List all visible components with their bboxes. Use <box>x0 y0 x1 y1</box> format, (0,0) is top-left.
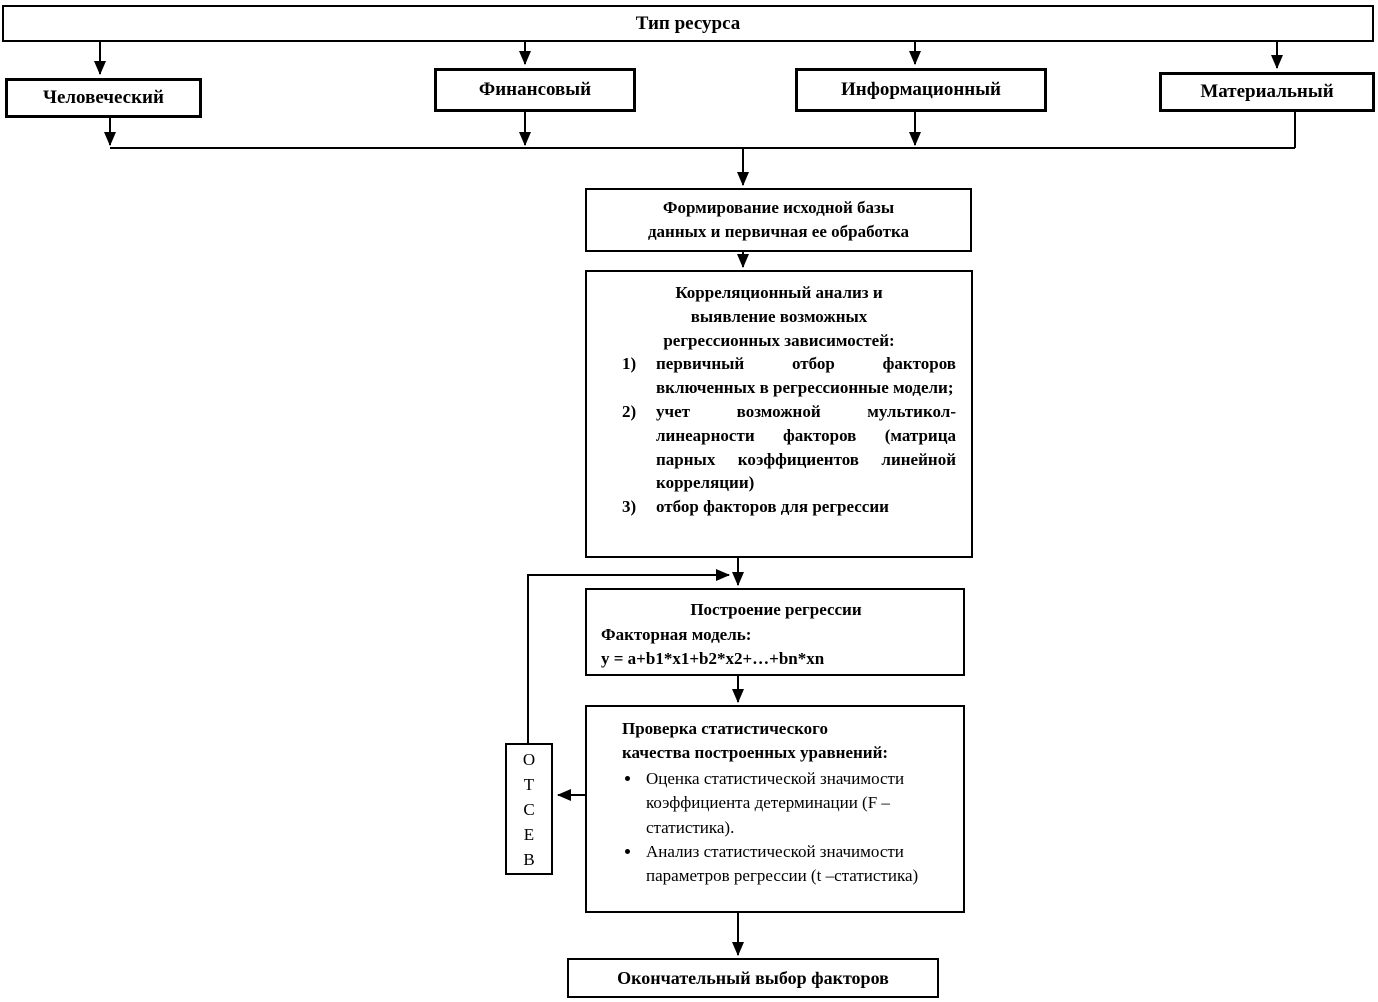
otsev-letter-1: О <box>522 749 536 769</box>
resource-label-material: Материальный <box>1200 81 1334 102</box>
correlation-heading <box>587 281 971 352</box>
check-bullet-2: • Анализ статистической значимости параметров регрессии (t –статистика) <box>642 840 943 888</box>
formation-line-1: Формирование исходной базы <box>662 198 895 218</box>
correlation-box <box>585 270 973 558</box>
regression-model-label: Факторная модель: <box>601 624 752 644</box>
regression-formula: y = a+b1*x1+b2*x2+…+bn*xn <box>601 649 825 669</box>
check-heading <box>587 717 947 765</box>
resource-label-human: Человеческий <box>43 87 164 108</box>
otsev-letter-3: С <box>523 799 535 819</box>
numbered-item-3-text: отбор факторов для регрессии <box>656 497 889 517</box>
otsev-box <box>505 743 553 875</box>
check-list <box>642 767 943 888</box>
numbered-item-3-marker: 3) <box>622 497 637 517</box>
resource-box-informational <box>795 68 1047 112</box>
numbered-item-1-text: первичный отбор факторов включенных в регрессионные модели; <box>656 354 956 398</box>
correlation-heading-line-2: выявление возможных <box>690 306 868 326</box>
numbered-item-1-marker: 1) <box>622 354 637 374</box>
numbered-item-2-marker: 2) <box>622 401 637 421</box>
formation-line-2: данных и первичная ее обработка <box>647 222 910 241</box>
resource-type-label: Тип ресурса <box>635 12 741 34</box>
resource-type-box <box>2 5 1374 42</box>
otsev-letter-4: Е <box>523 824 535 844</box>
resource-box-material <box>1159 72 1375 112</box>
check-heading-line-2: качества построенных уравнений: <box>622 743 889 763</box>
final-label: Окончательный выбор факторов <box>617 967 889 988</box>
check-bullet-1: • Оценка статистической значимости коэффициента детерминации (F – статистика). <box>642 767 943 839</box>
resource-box-financial <box>434 68 636 112</box>
numbered-item-2-text: учет возможной мультикол-линеарности факторов (матрица парных коэффициентов линейной корреляции) <box>656 401 956 493</box>
formation-box <box>585 188 972 252</box>
resource-label-informational: Информационный <box>840 79 1002 100</box>
numbered-item-2 <box>587 400 971 495</box>
final-box <box>567 958 939 998</box>
check-box <box>585 705 965 913</box>
numbered-item-3 <box>587 495 971 519</box>
resource-box-human <box>5 78 202 118</box>
otsev-letter-2: Т <box>523 774 535 794</box>
correlation-heading-line-3: регрессионных зависимостей: <box>663 330 895 350</box>
numbered-item-1 <box>587 352 971 400</box>
regression-title: Построение регрессии <box>690 600 862 619</box>
check-heading-line-1: Проверка статистического <box>622 719 828 738</box>
resource-label-financial: Финансовый <box>478 79 592 100</box>
correlation-heading-line-1: Корреляционный анализ и <box>675 283 883 302</box>
otsev-letter-5: В <box>523 849 535 869</box>
regression-box <box>585 588 965 676</box>
